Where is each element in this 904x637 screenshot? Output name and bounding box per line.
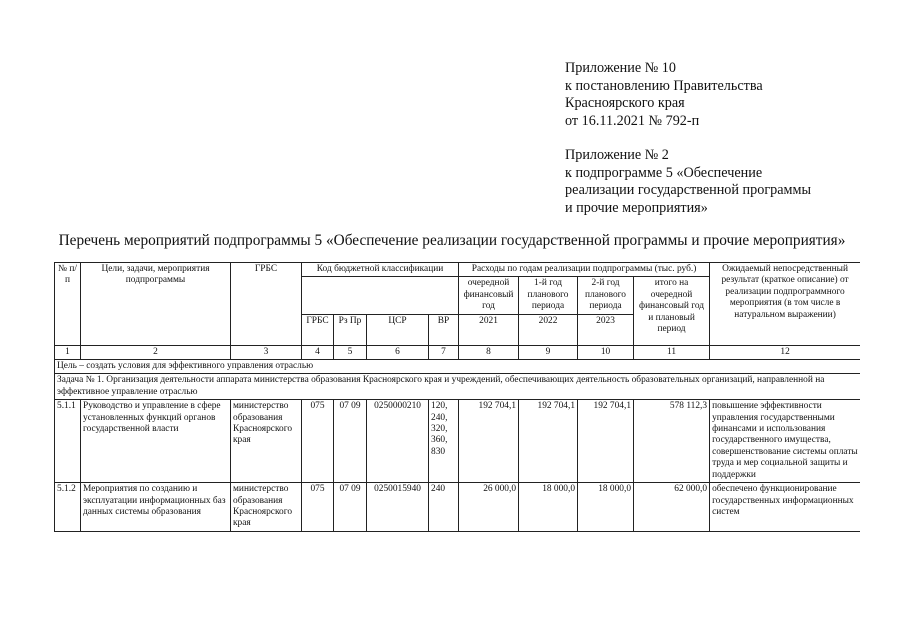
row-total: 62 000,0 <box>634 483 710 532</box>
row-2022: 18 000,0 <box>519 483 578 532</box>
column-number-row <box>55 345 861 359</box>
appendix-2-line: к подпрограмме 5 «Обеспечение <box>565 164 763 181</box>
column-number: 10 <box>578 345 634 359</box>
row-total: 578 112,3 <box>634 400 710 483</box>
appendix-10-block <box>565 60 763 130</box>
column-number: 8 <box>459 345 519 359</box>
appendix-10-line: Приложение № 10 <box>565 60 676 76</box>
header-row-1 <box>55 263 861 277</box>
header-budget-code-spacer <box>302 277 459 314</box>
row-expected-result: обеспечено функционирование государственных информационных систем <box>710 483 860 532</box>
appendix-10-line: от 16.11.2021 № 792-п <box>565 112 700 129</box>
appendix-2-line: Приложение № 2 <box>565 147 669 163</box>
header-num: № п/п <box>55 263 81 346</box>
header-goals: Цели, задачи, мероприятия подпрограммы <box>81 263 231 346</box>
header-year-2021: 2021 <box>459 314 519 345</box>
header-expected-result: Ожидаемый непосредственный результат (краткое описание) от реализации подпрограммного мероприятия (в том числе в натуральном выражении) <box>710 263 860 346</box>
column-number: 4 <box>302 345 334 359</box>
header-budget-code: Код бюджетной классификации <box>302 263 459 277</box>
header-year-2023: 2023 <box>578 314 634 345</box>
row-2022: 192 704,1 <box>519 400 578 483</box>
header-year-plan-1: 1-й год планового периода <box>519 277 578 314</box>
column-number: 9 <box>519 345 578 359</box>
row-rzpr: 07 09 <box>334 400 367 483</box>
column-number: 12 <box>710 345 860 359</box>
row-vr: 240 <box>429 483 459 532</box>
row-2021: 26 000,0 <box>459 483 519 532</box>
row-csr: 0250000210 <box>367 400 429 483</box>
row-num: 5.1.1 <box>55 400 81 483</box>
column-number: 3 <box>231 345 302 359</box>
row-grbs-code: 075 <box>302 400 334 483</box>
header-code-vr: ВР <box>429 314 459 345</box>
goal-row <box>55 360 861 374</box>
task-row <box>55 374 861 400</box>
measures-table <box>54 262 860 532</box>
column-number: 2 <box>81 345 231 359</box>
header-total: итого на очередной финансовый год и плановый период <box>634 277 710 345</box>
row-2023: 192 704,1 <box>578 400 634 483</box>
appendix-10-line: Красноярского края <box>565 95 685 111</box>
header-expenses: Расходы по годам реализации подпрограммы (тыс. руб.) <box>459 263 710 277</box>
header-grbs: ГРБС <box>231 263 302 346</box>
row-vr: 120, 240, 320, 360, 830 <box>429 400 459 483</box>
header-code-rzpr: Рз Пр <box>334 314 367 345</box>
column-number: 6 <box>367 345 429 359</box>
appendix-2-block <box>565 147 811 217</box>
row-grbs-code: 075 <box>302 483 334 532</box>
row-measure-name: Мероприятия по созданию и эксплуатации информационных баз данных системы образования <box>81 483 231 532</box>
row-expected-result: повышение эффективности управления государственными финансами и использования государственного имущества, совершенствование системы оплаты труда и мер социальной защиты и поддержки <box>710 400 860 483</box>
row-2021: 192 704,1 <box>459 400 519 483</box>
appendix-10-line: к постановлению Правительства <box>565 77 763 94</box>
document-title: Перечень мероприятий подпрограммы 5 «Обеспечение реализации государственной программы и прочие мероприятия» <box>58 232 846 249</box>
table-row <box>55 400 861 483</box>
column-number: 7 <box>429 345 459 359</box>
column-number: 11 <box>634 345 710 359</box>
table-row <box>55 483 861 532</box>
task-text: Задача № 1. Организация деятельности аппарата министерства образования Красноярского края и учреждений, обеспечивающих деятельность образовательных организаций, направленной на эффективное управление отраслью <box>55 374 861 400</box>
column-number: 1 <box>55 345 81 359</box>
appendix-2-line: и прочие мероприятия» <box>565 199 708 216</box>
row-rzpr: 07 09 <box>334 483 367 532</box>
row-2023: 18 000,0 <box>578 483 634 532</box>
row-csr: 0250015940 <box>367 483 429 532</box>
goal-text: Цель – создать условия для эффективного управления отраслью <box>55 360 861 374</box>
column-number: 5 <box>334 345 367 359</box>
header-year-2022: 2022 <box>519 314 578 345</box>
header-code-grbs: ГРБС <box>302 314 334 345</box>
row-grbs-name: министерство образования Красноярского края <box>231 400 302 483</box>
row-grbs-name: министерство образования Красноярского края <box>231 483 302 532</box>
header-year-plan-2: 2-й год планового периода <box>578 277 634 314</box>
header-year-current: очередной финансовый год <box>459 277 519 314</box>
measures-table-wrapper <box>54 262 860 580</box>
appendix-2-line: реализации государственной программы <box>565 182 812 198</box>
header-code-csr: ЦСР <box>367 314 429 345</box>
row-num: 5.1.2 <box>55 483 81 532</box>
row-measure-name: Руководство и управление в сфере установленных функций органов государственной власти <box>81 400 231 483</box>
